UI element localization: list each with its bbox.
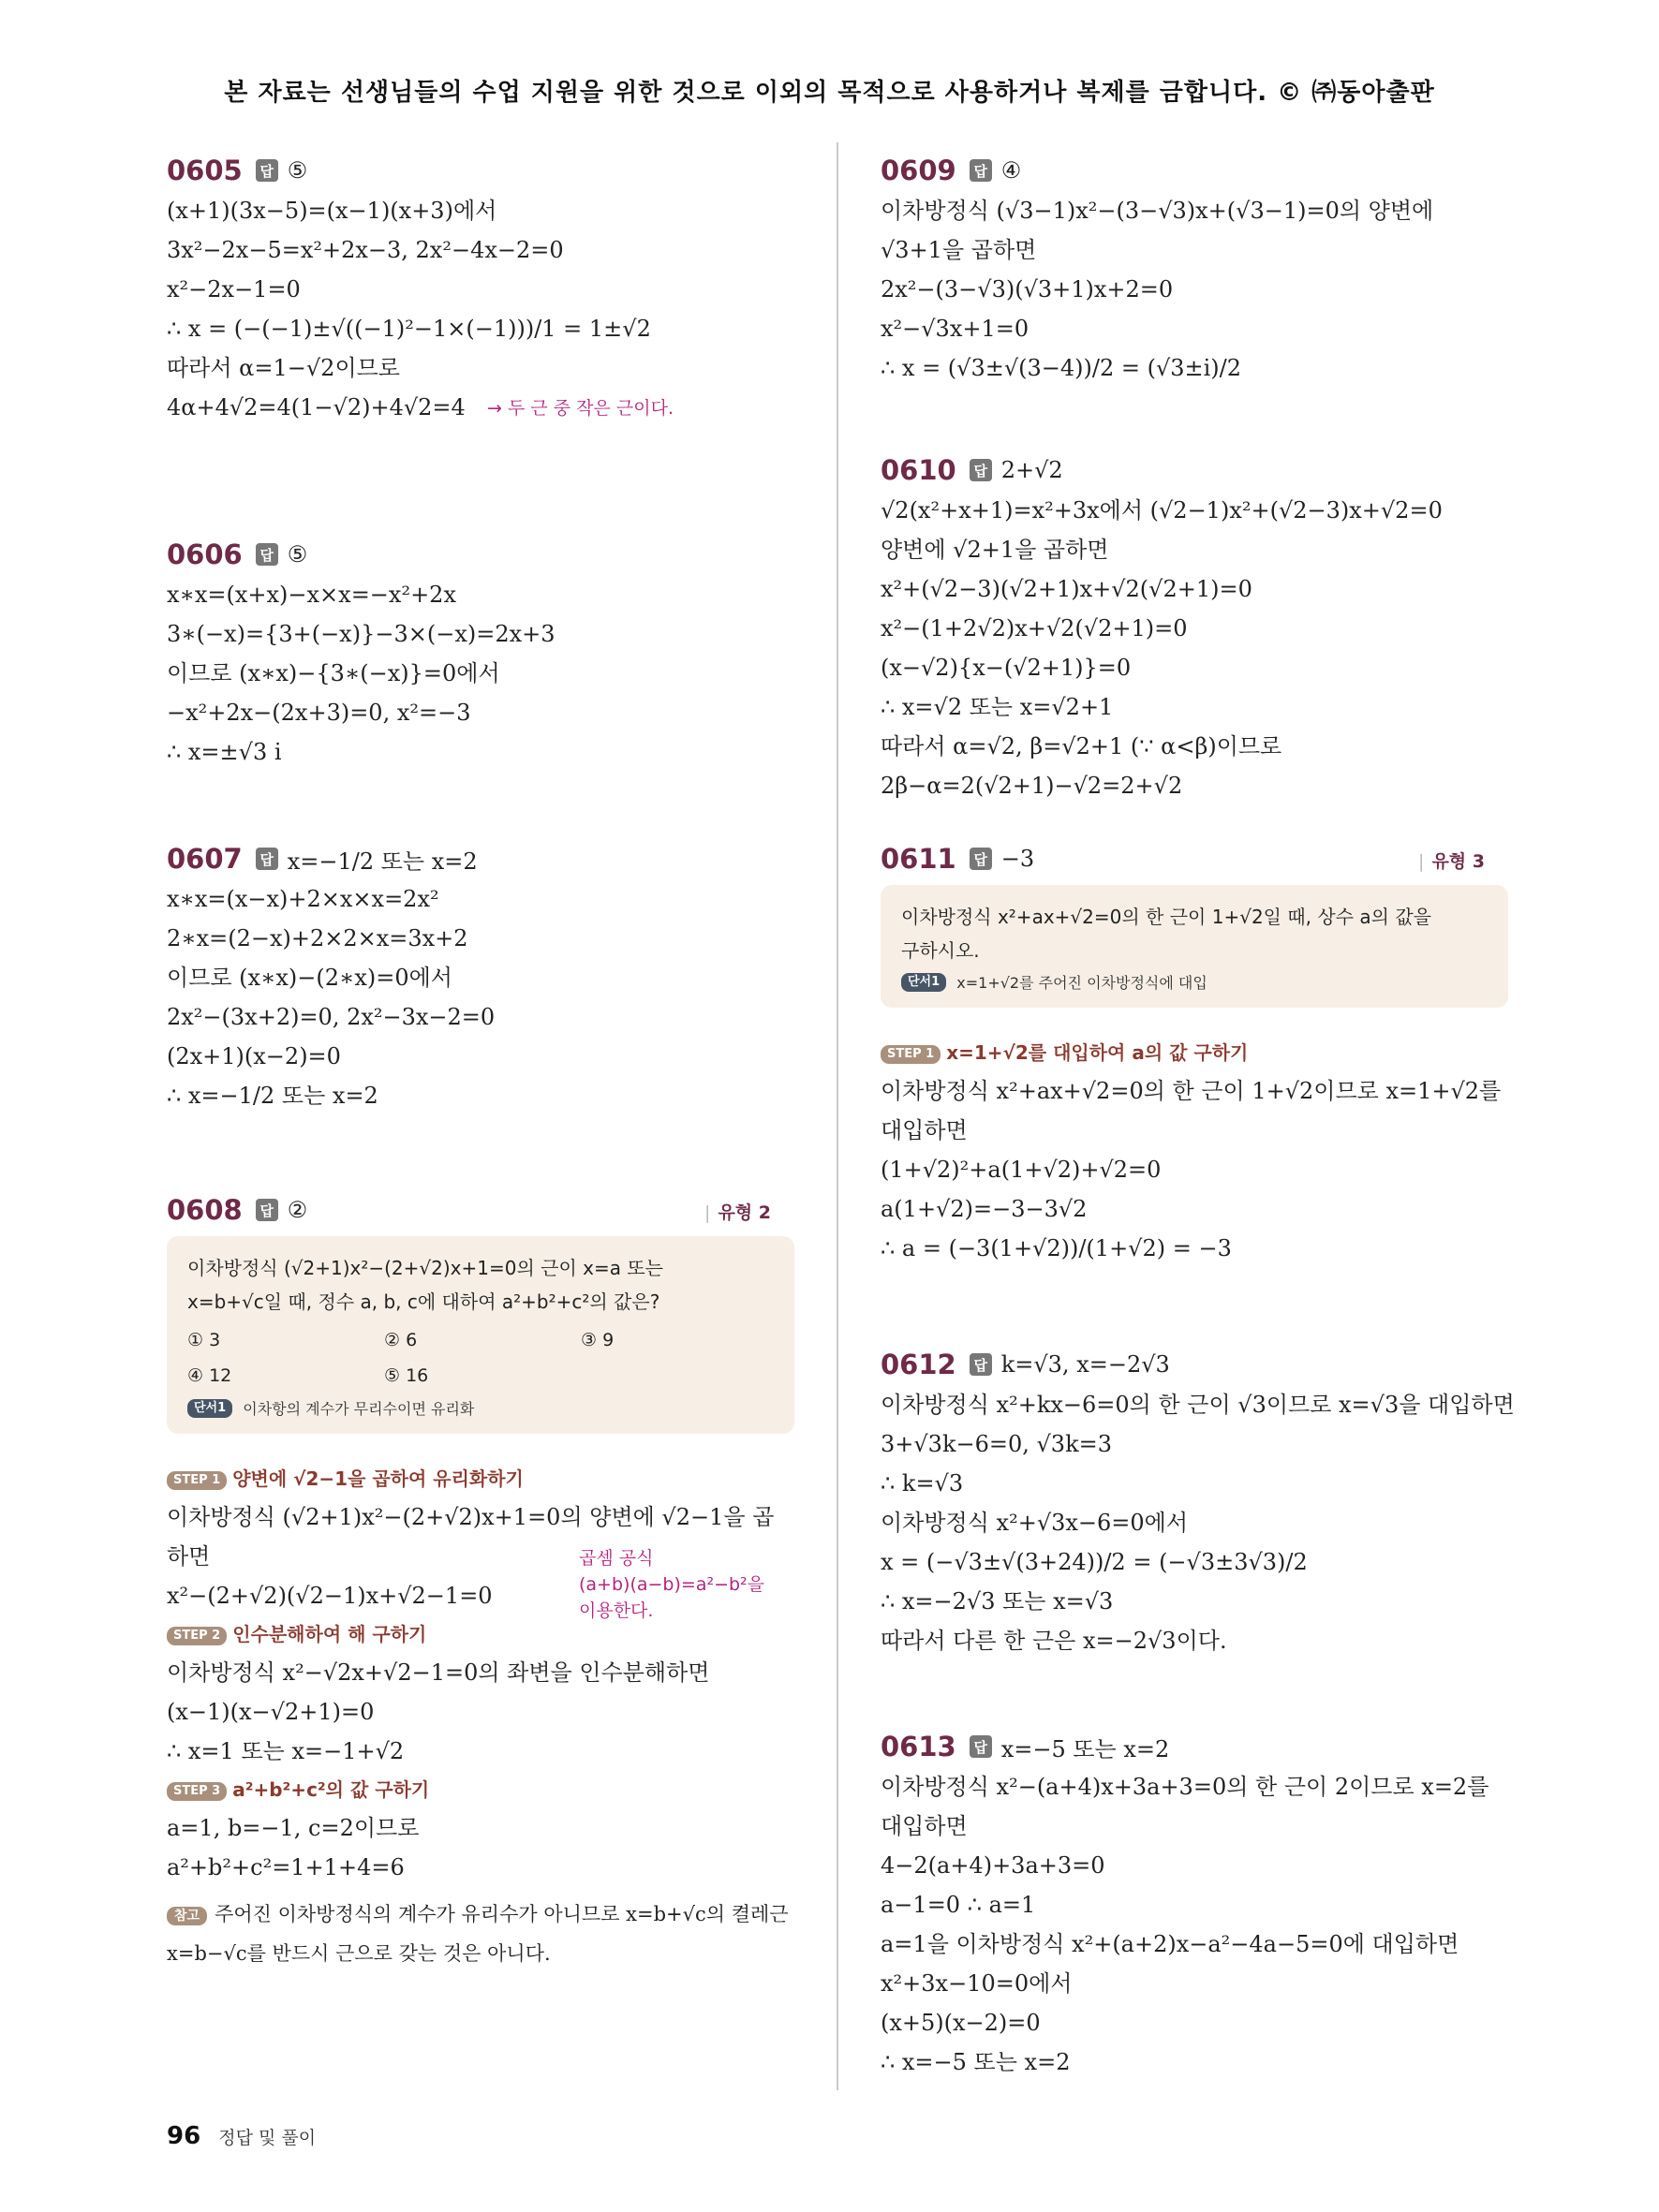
solution-line: 이차방정식 (√3−1)x²−(3−√3)x+(√3−1)=0의 양변에 (881, 198, 1434, 224)
answer-icon: 답 (256, 159, 278, 182)
solution-line: 3x²−2x−5=x²+2x−3, 2x²−4x−2=0 (167, 237, 564, 263)
answer: ④ (1000, 157, 1022, 184)
solution-line: a=1, b=−1, c=2이므로 (167, 1815, 420, 1841)
answer-icon: 답 (970, 1353, 992, 1376)
solution-line: 하면 (167, 1543, 211, 1570)
problem-0610 (881, 450, 1508, 805)
answer-icon: 답 (256, 848, 278, 870)
problem-number: 0609 (881, 155, 956, 186)
option: ④ 12 (187, 1365, 232, 1386)
solution-line: 4α+4√2=4(1−√2)+4√2=4 (167, 394, 466, 420)
section-label: 정답 및 풀이 (218, 2128, 317, 2148)
answer-icon: 답 (256, 1199, 278, 1221)
problem-header (881, 150, 1508, 191)
solution-line: ∴ x=1 또는 x=−1+√2 (167, 1738, 405, 1764)
solution-line: x = (−√3±√(3+24))/2 = (−√3±3√3)/2 (881, 1549, 1308, 1575)
annotation-line: 곱셈 공식 (579, 1548, 654, 1569)
answer-icon: 답 (970, 1735, 992, 1758)
step-label: STEP 2 (167, 1627, 227, 1645)
step-heading (167, 1460, 794, 1497)
type-tag: | 유형 3 (1418, 848, 1485, 873)
solution-line: ∴ x = (√3±√(3−4))/2 = (√3±i)/2 (881, 355, 1242, 381)
solution-line: √3+1을 곱하면 (881, 237, 1037, 263)
annotation-note: → 두 근 중 작은 근이다. (487, 398, 674, 419)
solution-line: 3+√3k−6=0, √3k=3 (881, 1431, 1112, 1457)
solution-line: a(1+√2)=−3−3√2 (881, 1196, 1088, 1222)
solution-line: 이므로 (x∗x)−{3∗(−x)}=0에서 (167, 660, 500, 686)
note-label: 참고 (167, 1907, 207, 1925)
solution-line: 따라서 α=√2, β=√2+1 (∵ α<β)이므로 (881, 733, 1282, 759)
question-line: x=b+√c일 때, 정수 a, b, c에 대하여 a²+b²+c²의 값은? (187, 1290, 660, 1313)
question-line: 구하시오. (901, 939, 980, 962)
annotation-note (579, 1545, 764, 1624)
question-box (167, 1236, 794, 1434)
problem-number: 0606 (167, 538, 243, 570)
step-heading (167, 1771, 794, 1808)
page-number: 96 (167, 2122, 201, 2150)
hint-text: 이차항의 계수가 무리수이면 유리화 (243, 1400, 475, 1418)
answer: ⑤ (287, 541, 308, 568)
problem-header (167, 1189, 794, 1231)
solution-line: 이차방정식 x²+kx−6=0의 한 근이 √3이므로 x=√3을 대입하면 (881, 1392, 1515, 1418)
question-line: 이차방정식 x²+ax+√2=0의 한 근이 1+√2일 때, 상수 a의 값을 (901, 906, 1431, 928)
solution-line: 따라서 α=1−√2이므로 (167, 355, 400, 381)
problem-0608 (167, 1189, 794, 1973)
option: ② 6 (384, 1330, 418, 1350)
step-label: STEP 3 (167, 1782, 227, 1801)
solution-line: 이차방정식 (√2+1)x²−(2+√2)x+1=0의 양변에 √2−1을 곱 (167, 1504, 775, 1530)
answer: ⑤ (287, 157, 308, 184)
solution-line: x∗x=(x−x)+2×x×x=2x² (167, 886, 439, 912)
solution-line: 2∗x=(2−x)+2×2×x=3x+2 (167, 925, 468, 951)
solution-line: 이차방정식 x²+√3x−6=0에서 (881, 1510, 1189, 1536)
solution-line: 이차방정식 x²+ax+√2=0의 한 근이 1+√2이므로 x=1+√2를 (881, 1078, 1502, 1104)
problem-header (881, 838, 1508, 879)
solution-line: x²+(√2−3)(√2+1)x+√2(√2+1)=0 (881, 576, 1252, 602)
solution-line: −x²+2x−(2x+3)=0, x²=−3 (167, 700, 471, 726)
problem-0612 (881, 1344, 1515, 1660)
problem-0613 (881, 1726, 1508, 2082)
step-label: STEP 1 (167, 1471, 227, 1490)
solution-line: ∴ a = (−3(1+√2))/(1+√2) = −3 (881, 1235, 1232, 1261)
step-title: 인수분해하여 해 구하기 (232, 1623, 427, 1645)
solution-line: ∴ x=−2√3 또는 x=√3 (881, 1588, 1114, 1615)
answer: k=√3, x=−2√3 (1000, 1351, 1170, 1378)
solution-line: x²−(2+√2)(√2−1)x+√2−1=0 (167, 1583, 493, 1609)
solution-line: (1+√2)²+a(1+√2)+√2=0 (881, 1157, 1162, 1183)
solution-line: √2(x²+x+1)=x²+3x에서 (√2−1)x²+(√2−3)x+√2=0 (881, 497, 1443, 524)
question-box (881, 885, 1508, 1008)
note-line: x=b−√c를 반드시 근으로 갖는 것은 아니다. (167, 1942, 551, 1965)
solution-line: 4−2(a+4)+3a+3=0 (881, 1852, 1105, 1879)
hint-row (187, 1397, 774, 1419)
problem-header (881, 1726, 1508, 1767)
solution-line: x²−(1+2√2)x+√2(√2+1)=0 (881, 615, 1188, 641)
solution-line: (x+1)(3x−5)=(x−1)(x+3)에서 (167, 198, 497, 224)
hint-label: 단서1 (187, 1399, 232, 1418)
solution-line: x²−√3x+1=0 (881, 316, 1029, 342)
solution-line: (x−√2){x−(√2+1)}=0 (881, 655, 1132, 681)
problem-header (167, 838, 794, 879)
page-footer (167, 2122, 316, 2150)
solution-line: (x−1)(x−√2+1)=0 (167, 1699, 375, 1725)
solution-line: ∴ k=√3 (881, 1470, 964, 1497)
step-heading (881, 1034, 1508, 1071)
solution-line: x²−2x−1=0 (167, 276, 301, 302)
option: ⑤ 16 (384, 1365, 429, 1386)
step-title: x=1+√2를 대입하여 a의 값 구하기 (946, 1041, 1249, 1064)
solution-line: 따라서 다른 한 근은 x=−2√3이다. (881, 1628, 1227, 1654)
hint-text: x=1+√2를 주어진 이차방정식에 대입 (956, 974, 1207, 992)
problem-0606 (167, 534, 794, 772)
annotation-line: 이용한다. (579, 1600, 654, 1621)
step-title: 양변에 √2−1을 곱하여 유리화하기 (232, 1467, 524, 1490)
problem-number: 0605 (167, 155, 243, 186)
solution-line: x²+3x−10=0에서 (881, 1970, 1073, 1997)
option: ① 3 (187, 1330, 221, 1350)
answer-icon: 답 (970, 159, 992, 182)
step-title: a²+b²+c²의 값 구하기 (232, 1778, 430, 1801)
problem-0607 (167, 838, 794, 1115)
solution-line: 대입하면 (881, 1813, 968, 1839)
answer-icon: 답 (970, 848, 992, 870)
solution-line: 이차방정식 x²−(a+4)x+3a+3=0의 한 근이 2이므로 x=2를 (881, 1774, 1489, 1800)
answer: ② (287, 1197, 308, 1223)
options (187, 1322, 774, 1394)
copyright-notice: 본 자료는 선생님들의 수업 지원을 위한 것으로 이외의 목적으로 사용하거나 복제를 금합니다. © ㈜동아출판 (224, 79, 1435, 107)
problem-header (167, 150, 794, 191)
problem-number: 0610 (881, 454, 956, 486)
answer: 2+√2 (1000, 457, 1063, 483)
answer: x=−5 또는 x=2 (1000, 1735, 1170, 1762)
solution-line: 이므로 (x∗x)−(2∗x)=0에서 (167, 965, 452, 991)
problem-number: 0608 (167, 1194, 243, 1226)
solution-line: a=1을 이차방정식 x²+(a+2)x−a²−4a−5=0에 대입하면 (881, 1931, 1459, 1957)
solution-line: ∴ x=−5 또는 x=2 (881, 2049, 1071, 2075)
solution-line: 2x²−(3−√3)(√3+1)x+2=0 (881, 276, 1174, 302)
note-line: 참고 주어진 이차방정식의 계수가 유리수가 아니므로 x=b+√c의 켤레근 (167, 1895, 794, 1934)
problem-header (881, 1344, 1508, 1385)
problem-header (881, 450, 1508, 491)
solution-line: a²+b²+c²=1+1+4=6 (167, 1854, 405, 1880)
problem-0611 (881, 838, 1508, 1268)
annotation-line: (a+b)(a−b)=a²−b²을 (579, 1574, 765, 1595)
problem-0609 (881, 150, 1508, 388)
solution-line: 이차방정식 x²−√2x+√2−1=0의 좌변을 인수분해하면 (167, 1659, 710, 1686)
problem-number: 0611 (881, 843, 956, 875)
option: ③ 9 (581, 1330, 615, 1350)
solution-line: ∴ x=−1/2 또는 x=2 (167, 1083, 378, 1109)
solution-line: 2β−α=2(√2+1)−√2=2+√2 (881, 773, 1183, 799)
solution-line: (2x+1)(x−2)=0 (167, 1043, 341, 1069)
hint-label: 단서1 (901, 973, 946, 992)
problem-0605 (167, 150, 794, 427)
type-tag: | 유형 2 (704, 1199, 771, 1224)
solution-line: x∗x=(x+x)−x×x=−x²+2x (167, 582, 456, 608)
solution-line: ∴ x = (−(−1)±√((−1)²−1×(−1)))/1 = 1±√2 (167, 316, 651, 342)
problem-header (167, 534, 794, 575)
answer-icon: 답 (256, 543, 278, 566)
solution-line: a−1=0 ∴ a=1 (881, 1892, 1036, 1918)
solution-line: 2x²−(3x+2)=0, 2x²−3x−2=0 (167, 1004, 496, 1030)
solution-line: (x+5)(x−2)=0 (881, 2010, 1041, 2036)
problem-number: 0607 (167, 843, 243, 875)
solution-line: ∴ x=±√3 i (167, 739, 282, 765)
solution-line: ∴ x=√2 또는 x=√2+1 (881, 694, 1114, 720)
answer-icon: 답 (970, 459, 992, 481)
question-line: 이차방정식 (√2+1)x²−(2+√2)x+1=0의 근이 x=a 또는 (187, 1257, 664, 1279)
column-divider (837, 142, 838, 2090)
solution-line: 3∗(−x)={3+(−x)}−3×(−x)=2x+3 (167, 621, 555, 647)
step-label: STEP 1 (881, 1045, 941, 1064)
problem-number: 0613 (881, 1731, 956, 1762)
hint-row (901, 971, 1488, 993)
answer: x=−1/2 또는 x=2 (287, 848, 478, 875)
solution-line: 양변에 √2+1을 곱하면 (881, 537, 1109, 563)
answer: −3 (1000, 846, 1035, 872)
solution-line: 대입하면 (881, 1117, 968, 1143)
problem-number: 0612 (881, 1349, 956, 1380)
